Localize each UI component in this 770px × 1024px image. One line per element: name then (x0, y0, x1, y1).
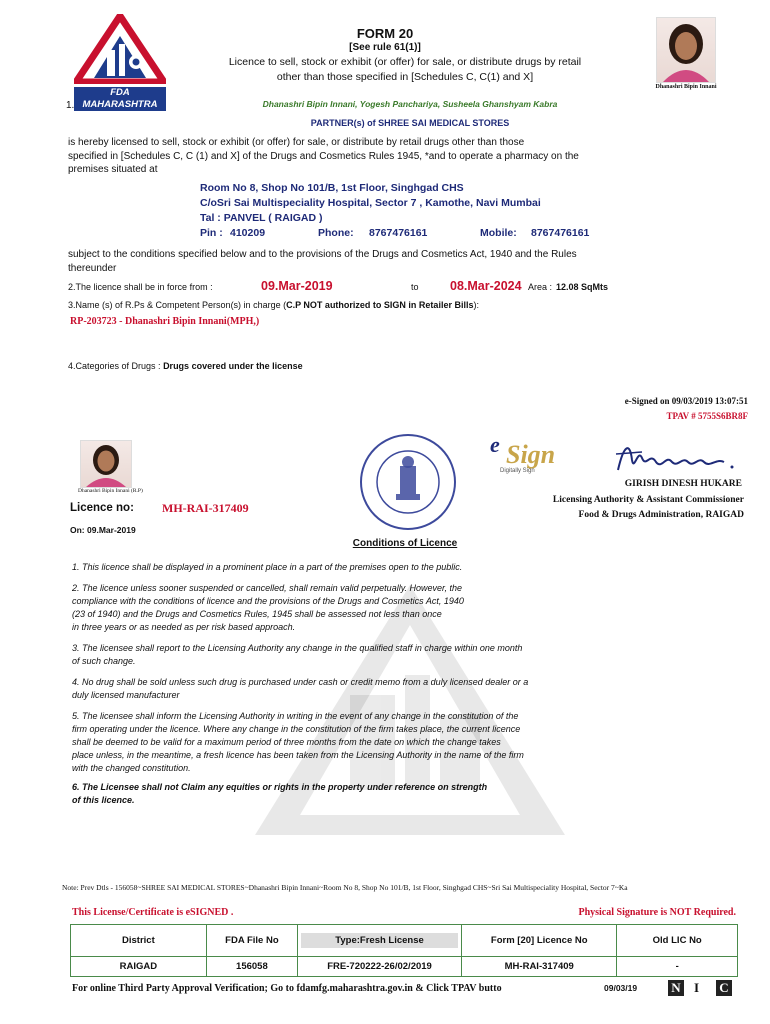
type-badge: Type:Fresh License (301, 933, 458, 948)
esigned-timestamp: e-Signed on 09/03/2019 13:07:51 (624, 396, 748, 406)
area-label: Area : (528, 282, 553, 292)
person-icon (657, 18, 715, 82)
conditions-title: Conditions of Licence (352, 538, 458, 549)
nav-c-button[interactable]: C (716, 980, 732, 996)
esign-word: Sign (506, 440, 556, 469)
address-line: C/oSri Sai Multispeciality Hospital, Sector 7 , Kamothe, Navi Mumbai (200, 197, 541, 209)
item3-end: ): (473, 300, 479, 310)
rp-photo-caption: Dhanashri Bipin Innani (R.P) (78, 488, 143, 494)
mobile-label: Mobile: (480, 227, 517, 239)
rp-photo (80, 440, 132, 488)
phone-value: 8767476161 (369, 227, 428, 239)
table-header-row (71, 925, 738, 957)
condition-6-line: of this licence. (72, 795, 135, 805)
photo-caption: Dhanashri Bipin Innani (655, 84, 717, 90)
licence-details-table (70, 924, 738, 977)
seal-icon (358, 432, 458, 532)
header-old-lic: Old LIC No (617, 925, 738, 957)
condition-3-line: of such change. (72, 656, 136, 666)
on-label: On: (70, 525, 85, 535)
condition-2-line: (23 of 1940) and the Drugs and Cosmetics Rules, 1945 shall be assessed not less than once (72, 609, 442, 619)
tpav-verification-text: For online Third Party Approval Verification; Go to fdamfg.maharashtra.gov.in & Click TPAV butto (72, 983, 502, 994)
tpav-number: TPAV # 5755S6BR8F (666, 411, 748, 421)
item-number: 1. (66, 100, 75, 111)
address-line: Room No 8, Shop No 101/B, 1st Floor, Singhgad CHS (200, 182, 464, 194)
signature-icon (612, 440, 742, 476)
official-seal (358, 432, 458, 532)
area-value: 12.08 SqMts (556, 282, 609, 292)
signatory-name: GIRISH DINESH HUKARE (624, 479, 742, 489)
value-file-no: 156058 (206, 957, 297, 977)
fda-logo (74, 14, 166, 110)
on-date: 09.Mar-2019 (87, 525, 136, 535)
from-date: 09.Mar-2019 (261, 279, 333, 293)
fda-logo-icon (74, 14, 166, 84)
header-type (298, 925, 462, 957)
signatory-dept: Food & Drugs Administration, RAIGAD (578, 510, 744, 520)
value-old-lic: - (617, 957, 738, 977)
licence-date-line (70, 525, 136, 535)
pin-value: 410209 (230, 227, 266, 239)
rule-reference: [See rule 61(1)] (349, 42, 421, 53)
address-line: Tal : PANVEL ( RAIGAD ) (200, 212, 323, 224)
phone-label: Phone: (318, 227, 354, 239)
mobile-value: 8767476161 (531, 227, 590, 239)
value-district: RAIGAD (71, 957, 207, 977)
item4-label: 4.Categories of Drugs : (68, 361, 161, 371)
logo-caption: FDA MAHARASHTRA (74, 87, 166, 111)
para-line: premises situated at (68, 164, 158, 175)
item4-value: Drugs covered under the license (163, 361, 303, 371)
premises-address (200, 181, 620, 241)
item3-bold: C.P NOT authorized to SIGN in Retailer Bills (286, 300, 474, 310)
digitally-sign-label: Digitally Sign (500, 468, 535, 474)
item3-label: 3.Name (s) of R.Ps & Competent Person(s) in charge ( (68, 300, 287, 310)
licensee-photo (656, 17, 716, 83)
header-district: District (71, 925, 207, 957)
physical-signature-notice: Physical Signature is NOT Required. (578, 907, 736, 918)
esigned-notice: This License/Certificate is eSIGNED . (72, 907, 234, 918)
value-type: FRE-720222-26/02/2019 (298, 957, 462, 977)
condition-1: 1. This licence shall be displayed in a prominent place in a part of the premises open to the public. (72, 562, 463, 572)
rp-name: RP-203723 - Dhanashri Bipin Innani(MPH,) (70, 316, 260, 327)
para-line: subject to the conditions specified below and to the provisions of the Drugs and Cosmetics Act, 1940 and the Rules (68, 249, 577, 260)
nav-n-button[interactable]: N (668, 980, 684, 996)
form-subtitle-1: Licence to sell, stock or exhibit (or offer) for sale, or distribute drugs by retail (228, 56, 582, 68)
form-title: FORM 20 (356, 26, 414, 41)
person-icon (81, 441, 131, 487)
footer-date: 09/03/19 (604, 983, 638, 993)
value-form-licence: MH-RAI-317409 (462, 957, 617, 977)
condition-2: 2. The licence unless sooner suspended or cancelled, shall remain valid perpetually. However, the (72, 583, 463, 593)
pin-label: Pin : (200, 227, 223, 239)
signatory-role: Licensing Authority & Assistant Commissioner (552, 495, 744, 505)
para-line: thereunder (68, 262, 117, 274)
condition-3: 3. The licensee shall report to the Licensing Authority any change in the qualified staff in charge within one month (72, 643, 523, 653)
condition-6: 6. The Licensee shall not Claim any equities or rights in the property under reference on strength (72, 782, 488, 792)
header-form-licence: Form [20] Licence No (462, 925, 617, 957)
partners-names: Dhanashri Bipin Innani, Yogesh Panchariya, Susheela Ghanshyam Kabra (262, 99, 558, 109)
validity-line (68, 279, 628, 297)
conditions-list (72, 561, 572, 807)
to-date: 08.Mar-2024 (450, 279, 522, 293)
firm-name: PARTNER(s) of SHREE SAI MEDICAL STORES (310, 118, 510, 128)
condition-4-line: duly licensed manufacturer (72, 690, 180, 700)
item4-line (68, 361, 303, 371)
condition-2-line: compliance with the conditions of licence and the provisions of the Drugs and Cosmetics Act, 1940 (72, 596, 464, 606)
para-line: specified in [Schedules C, C (1) and X] of the Drugs and Cosmetics Rules 1945, *and to operate a pharmacy on the (68, 150, 579, 162)
force-label: 2.The licence shall be in force from : (68, 282, 213, 292)
to-label: to (411, 282, 419, 292)
condition-5-line: place unless, in the meantime, a fresh licence has been taken from the Licensing Authority in the name of the firm (72, 750, 524, 760)
item3-line (68, 300, 479, 310)
form-subtitle-2: other than those specified in [Schedules C, C(1) and X] (276, 71, 534, 83)
subject-paragraph (68, 248, 668, 275)
table-row (71, 957, 738, 977)
licence-number: MH-RAI-317409 (162, 501, 249, 515)
esign-logo (490, 432, 580, 476)
licence-paragraph (68, 136, 668, 177)
condition-5-line: firm operating under the licence. Where any change in the constitution of the firm takes place, the current licence (72, 724, 521, 734)
condition-5: 5. The licensee shall inform the Licensing Authority in writing in the event of any change in the constitution of the (72, 711, 519, 721)
condition-5-line: shall be deemed to be valid for a maximum period of three months from the date on which the change takes (72, 737, 501, 747)
esign-e: e (490, 432, 500, 457)
licence-no-label: Licence no: (70, 502, 134, 514)
condition-4: 4. No drug shall be sold unless such drug is purchased under cash or credit memo from a duly licensed dealer or a (72, 677, 529, 687)
previous-details-note: Note: Prev Dtls - 156058~SHREE SAI MEDICAL STORES~Dhanashri Bipin Innani~Room No 8, Shop No 101/B, 1st Floor, Singhgad CHS~Sri Sai Multispeciality Hospital, Sector 7~Ka (62, 883, 628, 892)
contact-line (200, 226, 620, 241)
condition-5-line: with the changed constitution. (72, 763, 191, 773)
nav-i-button[interactable]: I (694, 980, 700, 995)
para-line: is hereby licensed to sell, stock or exhibit (or offer) for sale, or distribute by retail drugs other than those (68, 137, 525, 148)
condition-2-line: in three years or as needed as per risk based approach. (72, 622, 296, 632)
header-file-no: FDA File No (206, 925, 297, 957)
